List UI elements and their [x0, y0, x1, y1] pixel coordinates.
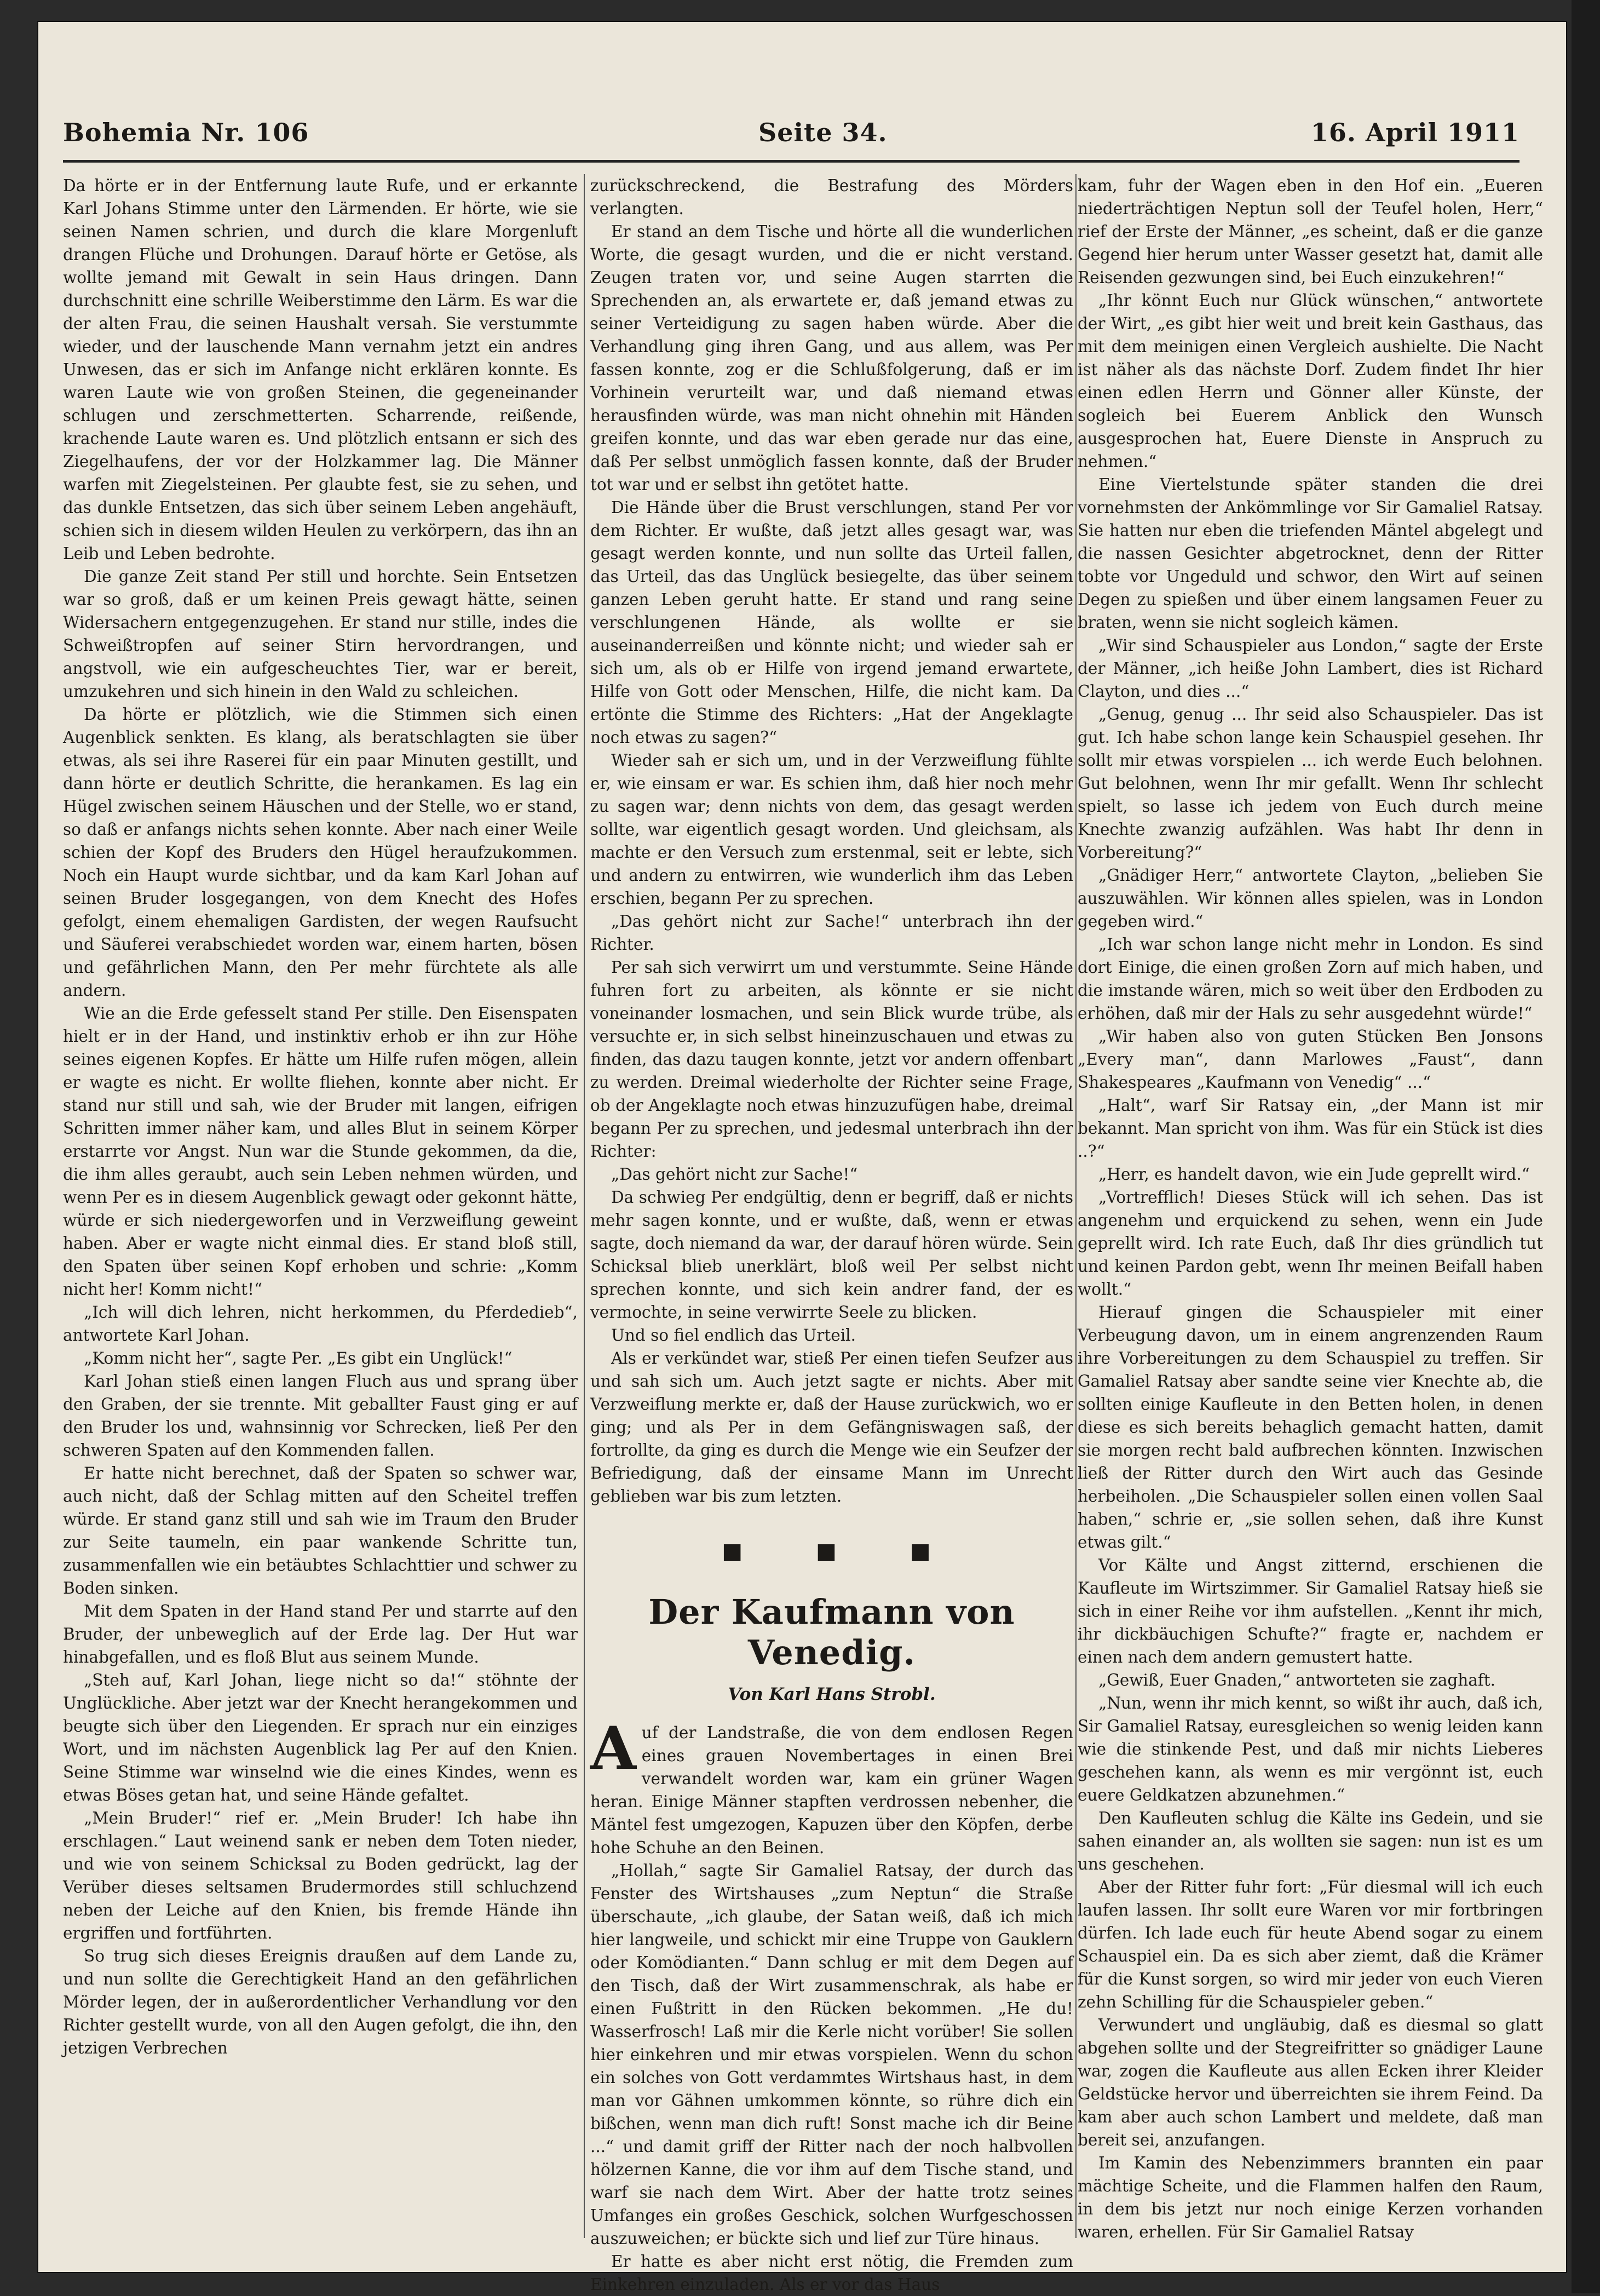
- article-paragraph: Mit dem Spaten in der Hand stand Per und starrte auf den Bruder, der unbeweglich auf der Erde lag. Der Hut war hinabgefallen, und es floß Blut aus seinem Munde.: [63, 1602, 578, 1666]
- column-1: [63, 174, 578, 2060]
- story-paragraph: „Genug, genug ... Ihr seid also Schauspieler. Das ist gut. Ich habe schon lange kein Schauspiel gesehen. Ihr sollt mir etwas vorspielen ... ich werde Euch belohnen. Gut belohnen, wenn Ihr mir gefallt. Wenn Ihr schlecht spielt, so lasse ich jedem von Euch durch meine Knechte zwanzig aufzählen. Was habt Ihr denn in Vorbereitung?“: [1078, 705, 1543, 862]
- article-paragraph: Da hörte er in der Entfernung laute Rufe, und er erkannte Karl Johans Stimme unter den Lärmenden. Er hörte, wie sie seinen Namen schrien, und durch die klare Morgenluft drangen Flüche und Drohungen. Darauf hörte er Getöse, als wollte jemand mit Gewalt in sein Haus dringen. Dann durchschnitt eine schrille Weiberstimme den Lärm. Es war die der alten Frau, die seinen Haushalt versah. Sie verstummte wieder, und der lauschende Mann vernahm jetzt ein andres Unwesen, das er sich im Anfange nicht erklären konnte. Es waren Laute wie von großen Steinen, die gegeneinander schlugen und zerschmetterten. Scharrende, reißende, krachende Laute waren es. Und plötzlich entsann er sich des Ziegelhaufens, der vor der Holzkammer lag. Die Männer warfen mit Ziegelsteinen. Per glaubte fest, sie zu sehen, und das dunkle Entsetzen, das sich über seinem Leben angehäuft, schien sich in diesem wilden Heulen zu verkörpern, das ihn an Leib und Leben bedrohte.: [63, 176, 578, 563]
- article-paragraph: „Das gehört nicht zur Sache!“ unterbrach ihn der Richter.: [590, 912, 1073, 954]
- article-paragraph: „Das gehört nicht zur Sache!“: [611, 1165, 858, 1184]
- article-paragraph: Und so fiel endlich das Urteil.: [611, 1326, 856, 1345]
- masthead-page-number: Seite 34.: [758, 118, 888, 147]
- header-rule: [63, 160, 1520, 163]
- article-paragraph: „Ich will dich lehren, nicht herkommen, du Pferdedieb“, antwortete Karl Johan.: [63, 1303, 578, 1345]
- story-paragraph: „Ich war schon lange nicht mehr in London. Es sind dort Einige, die einen großen Zorn auf mich haben, und die imstande wären, mich so weit über den Erdboden zu erhöhen, daß mir der Hals zu sehr ausgedehnt würde!“: [1078, 935, 1543, 1023]
- article-paragraph: Als er verkündet war, stieß Per einen tiefen Seufzer aus und sah sich um. Auch jetzt sagte er nichts. Aber mit Verzweiflung merkte er, daß der Hause zurückwich, wo er ging; und als Per in dem Gefängniswagen saß, der fortrollte, da ging es durch die Menge wie ein Seufzer der Befriedigung, daß der einsame Mann im Unrecht geblieben war bis zum letzten.: [590, 1349, 1073, 1505]
- masthead-date: 16. April 1911: [1310, 118, 1520, 147]
- article-paragraph: Per sah sich verwirrt um und verstummte. Seine Hände fuhren fort zu arbeiten, als könnte er sie nicht voneinander losmachen, und sein Blick wurde trübe, als versuchte er, in sich selbst hineinzuschauen und etwas zu finden, das dazu taugen konnte, jetzt vor andern offenbart zu werden. Dreimal wiederholte der Richter seine Frage, ob der Angeklagte noch etwas hinzuzufügen habe, dreimal begann Per zu sprechen, und jedesmal unterbrach ihn der Richter:: [590, 958, 1073, 1161]
- story-paragraph-text: uf der Landstraße, die von dem endlosen Regen eines grauen Novembertages in einen Brei verwandelt worden war, kam ein grüner Wagen heran. Einige Männer stapften verdrossen nebenher, die Mäntel fest umgezogen, Kapuzen über den Köpfen, derbe hohe Schuhe an den Beinen.: [590, 1723, 1073, 1857]
- column-rule: [584, 174, 585, 2238]
- article-paragraph: Da hörte er plötzlich, wie die Stimmen sich einen Augenblick senkten. Es klang, als beratschlagten sie über etwas, als sei ihre Raserei für ein paar Minuten gestillt, und dann hörte er deutlich Schritte, die herankamen. Es lag ein Hügel zwischen seinem Häuschen und der Stelle, wo er stand, so daß er anfangs nichts sehen konnte. Aber nach einer Weile schien der Kopf des Bruders den Hügel heraufzukommen. Noch ein Haupt wurde sichtbar, und da kam Karl Johan auf seinen Bruder losgegangen, von dem Knecht des Hofes gefolgt, einem ehemaligen Gardisten, der wegen Raufsucht und Säuferei verabschiedet worden war, einem harten, bösen und gefährlichen Mann, den Per mehr fürchtete als alle andern.: [63, 705, 578, 1000]
- article-paragraph: Karl Johan stieß einen langen Fluch aus und sprang über den Graben, der sie trennte. Mit geballter Faust ging er auf den Bruder los und, wahnsinnig vor Schrecken, ließ Per den schweren Spaten auf den Kommenden fallen.: [63, 1372, 578, 1459]
- article-paragraph: zurückschreckend, die Bestrafung des Mörders verlangten.: [590, 176, 1073, 218]
- story-paragraph: kam, fuhr der Wagen eben in den Hof ein. „Eueren niederträchtigen Neptun soll der Teufel holen, Herr,“ rief der Erste der Männer, „es scheint, daß er die ganze Gegend hier herum unter Wasser gesetzt hat, damit alle Reisenden gezwungen sind, bei Euch einzukehren!“: [1078, 176, 1543, 287]
- article-paragraph: Er stand an dem Tische und hörte all die wunderlichen Worte, die gesagt wurden, und die er nicht verstand. Zeugen traten vor, und seine Augen starrten die Sprechenden an, als erwartete er, daß jemand etwas zu seiner Verteidigung zu sagen haben würde. Aber die Verhandlung ging ihren Gang, und aus allem, was Per fassen konnte, zog er die Schlußfolgerung, daß er im Vorhinein verurteilt war, und daß niemand etwas herausfinden würde, was man nicht ohnehin mit Händen greifen konnte, und das war eben gerade nur das eine, daß Per selbst unmöglich fassen konnte, daß der Bruder tot war und er selbst ihn getötet hatte.: [590, 222, 1073, 494]
- story-paragraph: „Gewiß, Euer Gnaden,“ antworteten sie zaghaft.: [1098, 1671, 1495, 1689]
- story-paragraph: Eine Viertelstunde später standen die drei vornehmsten der Ankömmlinge vor Sir Gamaliel Ratsay. Sie hatten nur eben die triefenden Mäntel abgelegt und die nassen Gesichter abgetrocknet, denn der Ritter tobte vor Ungeduld und schwor, den Wirt auf seinen Degen zu spießen und über einem langsamen Feuer zu braten, wenn sie nicht sogleich kämen.: [1078, 475, 1543, 632]
- column-2-story-end: [590, 174, 1073, 1508]
- story-paragraph: Er hatte es aber nicht erst nötig, die Fremden zum Einkehren einzuladen. Als er vor das Haus: [590, 2252, 1073, 2294]
- article-paragraph: „Komm nicht her“, sagte Per. „Es gibt ein Unglück!“: [84, 1349, 513, 1368]
- story-paragraph: Hierauf gingen die Schauspieler mit einer Verbeugung davon, um in einem angrenzenden Raum ihre Vorbereitungen zu dem Schauspiel zu treffen. Sir Gamaliel Ratsay aber sandte seine vier Knechte ab, die sollten einige Kaufleute in den Betten holen, in denen diese es sich bereits behaglich gemacht hatten, damit sie morgen recht bald aufbrechen könnten. Inzwischen ließ der Ritter durch den Wirt auch das Gesinde herbeiholen. „Die Schauspieler sollen einen vollen Saal haben,“ schrie er, „sie sollen sehen, daß ihre Kunst etwas gilt.“: [1078, 1303, 1543, 1551]
- story-paragraph: Im Kamin des Nebenzimmers brannten ein paar mächtige Scheite, und die Flammen halfen den Raum, in dem bis jetzt nur noch einige Kerzen vorhanden waren, erhellen. Für Sir Gamaliel Ratsay: [1078, 2154, 1543, 2241]
- story-paragraph: Aber der Ritter fuhr fort: „Für diesmal will ich euch laufen lassen. Ihr sollt eure Waren vor mir fortbringen dürfen. Ich lade euch für heute Abend sogar zu einem Schauspiel ein. Da es sich aber ziemt, daß die Krämer für die Kunst sorgen, so wird mir jeder von euch Vieren zehn Schilling für die Schauspieler geben.“: [1078, 1878, 1543, 2011]
- story-paragraph: „Wir sind Schauspieler aus London,“ sagte der Erste der Männer, „ich heiße John Lambert, dies ist Richard Clayton, und dies ...“: [1078, 636, 1543, 701]
- story-paragraph: „Gnädiger Herr,“ antwortete Clayton, „belieben Sie auszuwählen. Wir können alles spielen, was in London gegeben wird.“: [1078, 866, 1543, 931]
- section-divider: ■ ■ ■: [722, 1538, 964, 1564]
- column-2: [590, 174, 1073, 2296]
- article-paragraph: So trug sich dieses Ereignis draußen auf dem Lande zu, und nun sollte die Gerechtigkeit Hand an den gefährlichen Mörder legen, der in außerordentlicher Verhandlung vor den Richter gestellt wurde, von all den Augen gefolgt, die ihn, den jetzigen Verbrechen: [63, 1947, 578, 2057]
- drop-cap: A: [590, 1714, 636, 1783]
- scan-edge: [1572, 0, 1600, 2293]
- story-paragraph: „Herr, es handelt davon, wie ein Jude geprellt wird.“: [1098, 1165, 1530, 1184]
- article-paragraph: „Steh auf, Karl Johan, liege nicht so da!“ stöhnte der Unglückliche. Aber jetzt war der Knecht herangekommen und beugte sich über den Liegenden. Er sprach nur ein einziges Wort, und im nächsten Augenblick lag Per auf den Knien. Seine Stimme war winselnd wie die eines Kindes, wenn es etwas Böses getan hat, und seine Hände gefaltet.: [63, 1671, 578, 1804]
- column-3: [1078, 174, 1543, 2243]
- story-title: Der Kaufmann von Venedig.: [648, 1592, 1015, 1672]
- article-paragraph: Wieder sah er sich um, und in der Verzweiflung fühlte er, wie einsam er war. Es schien ihm, daß hier noch mehr zu sagen war; denn nichts von dem, das gesagt werden sollte, war eigentlich gesagt worden. Und gleichsam, als machte er den Versuch zum erstenmal, seit er lebte, sich und andern zu entwirren, wie wunderlich ihm das Leben erschien, begann Per zu sprechen.: [590, 751, 1073, 908]
- masthead-issue: Bohemia Nr. 106: [63, 118, 309, 147]
- article-paragraph: Die ganze Zeit stand Per still und horchte. Sein Entsetzen war so groß, daß er um keinen Preis gewagt hätte, seinen Widersachern entgegenzugehen. Er stand nur stille, indes die Schweißtropfen auf seiner Stirn hervordrangen, und angstvoll, wie ein aufgescheuchtes Tier, war er bereit, umzukehren und sich hinein in den Wald zu schleichen.: [63, 567, 578, 701]
- story-paragraph: Vor Kälte und Angst zitternd, erschienen die Kaufleute im Wirtszimmer. Sir Gamaliel Ratsay hieß sie sich in einer Reihe vor ihm aufstellen. „Kennt ihr mich, ihr dickbäuchigen Schufte?“ fragte er, nachdem er einen nach dem andern gemustert hatte.: [1078, 1556, 1543, 1666]
- story-paragraph: „Vortrefflich! Dieses Stück will ich sehen. Das ist angenehm und erquickend zu sehen, wenn ein Jude geprellt wird. Ich rate Euch, daß Ihr dies gründlich tut und keinen Pardon gebt, wenn Ihr meinen Beifall haben wollt.“: [1078, 1188, 1543, 1299]
- article-paragraph: Er hatte nicht berechnet, daß der Spaten so schwer war, auch nicht, daß der Schlag mitten auf den Scheitel treffen würde. Er stand ganz still und sah wie im Traum den Bruder zur Seite taumeln, ein paar wankende Schritte tun, zusammenfallen wie ein betäubtes Schlachttier und schwer zu Boden sinken.: [63, 1464, 578, 1597]
- article-paragraph: Da schwieg Per endgültig, denn er begriff, daß er nichts mehr sagen konnte, und er wußte, daß, wenn er etwas sagte, doch niemand da war, der darauf hören würde. Sein Schicksal blieb unerklärt, bloß weil Per selbst nicht sprechen konnte, und sich kein andrer fand, der es vermochte, in seine verwirrte Seele zu blicken.: [590, 1188, 1073, 1322]
- story-byline: Von Karl Hans Strobl.: [728, 1684, 936, 1704]
- article-paragraph: Wie an die Erde gefesselt stand Per stille. Den Eisenspaten hielt er in der Hand, und instinktiv erhob er ihn zur Höhe seines eigenen Kopfes. Er hätte um Hilfe rufen mögen, allein er wagte es nicht. Er wollte fliehen, konnte aber nicht. Er stand nur still und sah, wie der Bruder mit langen, eifrigen Schritten immer näher kam, und alles Blut in seinem Körper erstarrte vor Angst. Nun war die Stunde gekommen, da die, die ihm alles geraubt, auch sein Leben nehmen würden, und wenn Per es in diesem Augenblick gewagt oder gekonnt hätte, würde er sich niedergeworfen und in Verzweiflung geweint haben. Aber er wagte nicht einmal dies. Er stand bloß still, den Spaten über seinen Kopf erhoben und schrie: „Komm nicht her! Komm nicht!“: [63, 1004, 578, 1299]
- story-paragraph: „Ihr könnt Euch nur Glück wünschen,“ antwortete der Wirt, „es gibt hier weit und breit kein Gasthaus, das mit dem meinigen einen Vergleich aushielte. Die Nacht ist näher als das nächste Dorf. Zudem findet Ihr hier einen edlen Herrn und Gönner aller Künste, der sogleich bei Euerem Anblick den Wunsch ausgesprochen hat, Euere Dienste in Anspruch zu nehmen.“: [1078, 291, 1543, 471]
- story-paragraph: „Hollah,“ sagte Sir Gamaliel Ratsay, der durch das Fenster des Wirtshauses „zum Neptun“ die Straße überschaute, „ich glaube, der Satan weiß, daß ich mich hier langweile, und schickt mir eine Truppe von Gauklern oder Komödianten.“ Dann schlug er mit dem Degen auf den Tisch, daß der Wirt zusammenschrak, als habe er einen Fußtritt in den Rücken bekommen. „He du! Wasserfrosch! Laß mir die Kerle nicht vorüber! Sie sollen hier einkehren und mir etwas vorspielen. Wenn du schon ein solches von Gott verdammtes Wirtshaus hast, in dem man vor Gähnen umkommen könnte, so rühre dich ein bißchen, wenn man dich ruft! Sonst mache ich dir Beine ...“ und damit griff der Ritter nach der noch halbvollen hölzernen Kanne, die vor ihm auf dem Tische stand, und warf sie nach dem Wirt. Aber der hatte trotz seines Umfanges ein großes Geschick, solchen Wurfgeschossen auszuweichen; er bückte sich und lief zur Türe hinaus.: [590, 1861, 1073, 2248]
- story-paragraph: Verwundert und ungläubig, daß es diesmal so glatt abgehen sollte und der Stegreifritter so gnädiger Laune war, zogen die Kaufleute aus allen Ecken ihrer Kleider Geldstücke hervor und überreichten sie ihrem Feind. Da kam aber auch schon Lambert und meldete, daß man bereit sei, anzufangen.: [1078, 2016, 1543, 2149]
- story-paragraph: [590, 1714, 1073, 1859]
- story-body: [590, 1714, 1073, 2296]
- article-paragraph: Die Hände über die Brust verschlungen, stand Per vor dem Richter. Er wußte, daß jetzt alles gesagt war, was gesagt werden konnte, und nun sollte das Urteil fallen, das Urteil, das das Unglück besiegelte, das über seinem ganzen Leben geruht hatte. Er stand und rang seine verschlungenen Hände, als wollte er sie auseinanderreißen und könnte nicht; und wieder sah er sich um, als ob er Hilfe von irgend jemand erwartete, Hilfe von Gott oder Menschen, Hilfe, die nicht kam. Da ertönte die Stimme des Richters: „Hat der Angeklagte noch etwas zu sagen?“: [590, 498, 1073, 747]
- story-paragraph: „Wir haben also von guten Stücken Ben Jonsons „Every man“, dann Marlowes „Faust“, dann Shakespeares „Kaufmann von Venedig“ ...“: [1078, 1027, 1543, 1092]
- column-rule: [1075, 174, 1077, 2238]
- story-paragraph: „Nun, wenn ihr mich kennt, so wißt ihr auch, daß ich, Sir Gamaliel Ratsay, euresgleichen so wenig leiden kann wie die stinkende Pest, und daß mir nichts Lieberes geschehen kann, als wenn es mir vergönnt ist, euch euere Geldkatzen abzunehmen.“: [1078, 1694, 1543, 1804]
- article-paragraph: „Mein Bruder!“ rief er. „Mein Bruder! Ich habe ihn erschlagen.“ Laut weinend sank er neben dem Toten nieder, und wie von seinem Schicksal zu Boden gedrückt, lag der Verüber dieses seltsamen Brudermordes still schluchzend neben der Leiche auf den Knien, bis fremde Hände ihn ergriffen und fortführten.: [63, 1809, 578, 1942]
- story-paragraph: „Halt“, warf Sir Ratsay ein, „der Mann ist mir bekannt. Man spricht von ihm. Was für ein Stück ist dies ..?“: [1078, 1096, 1543, 1161]
- story-paragraph: Den Kaufleuten schlug die Kälte ins Gedein, und sie sahen einander an, als wollten sie sagen: nun ist es um uns geschehen.: [1078, 1809, 1543, 1873]
